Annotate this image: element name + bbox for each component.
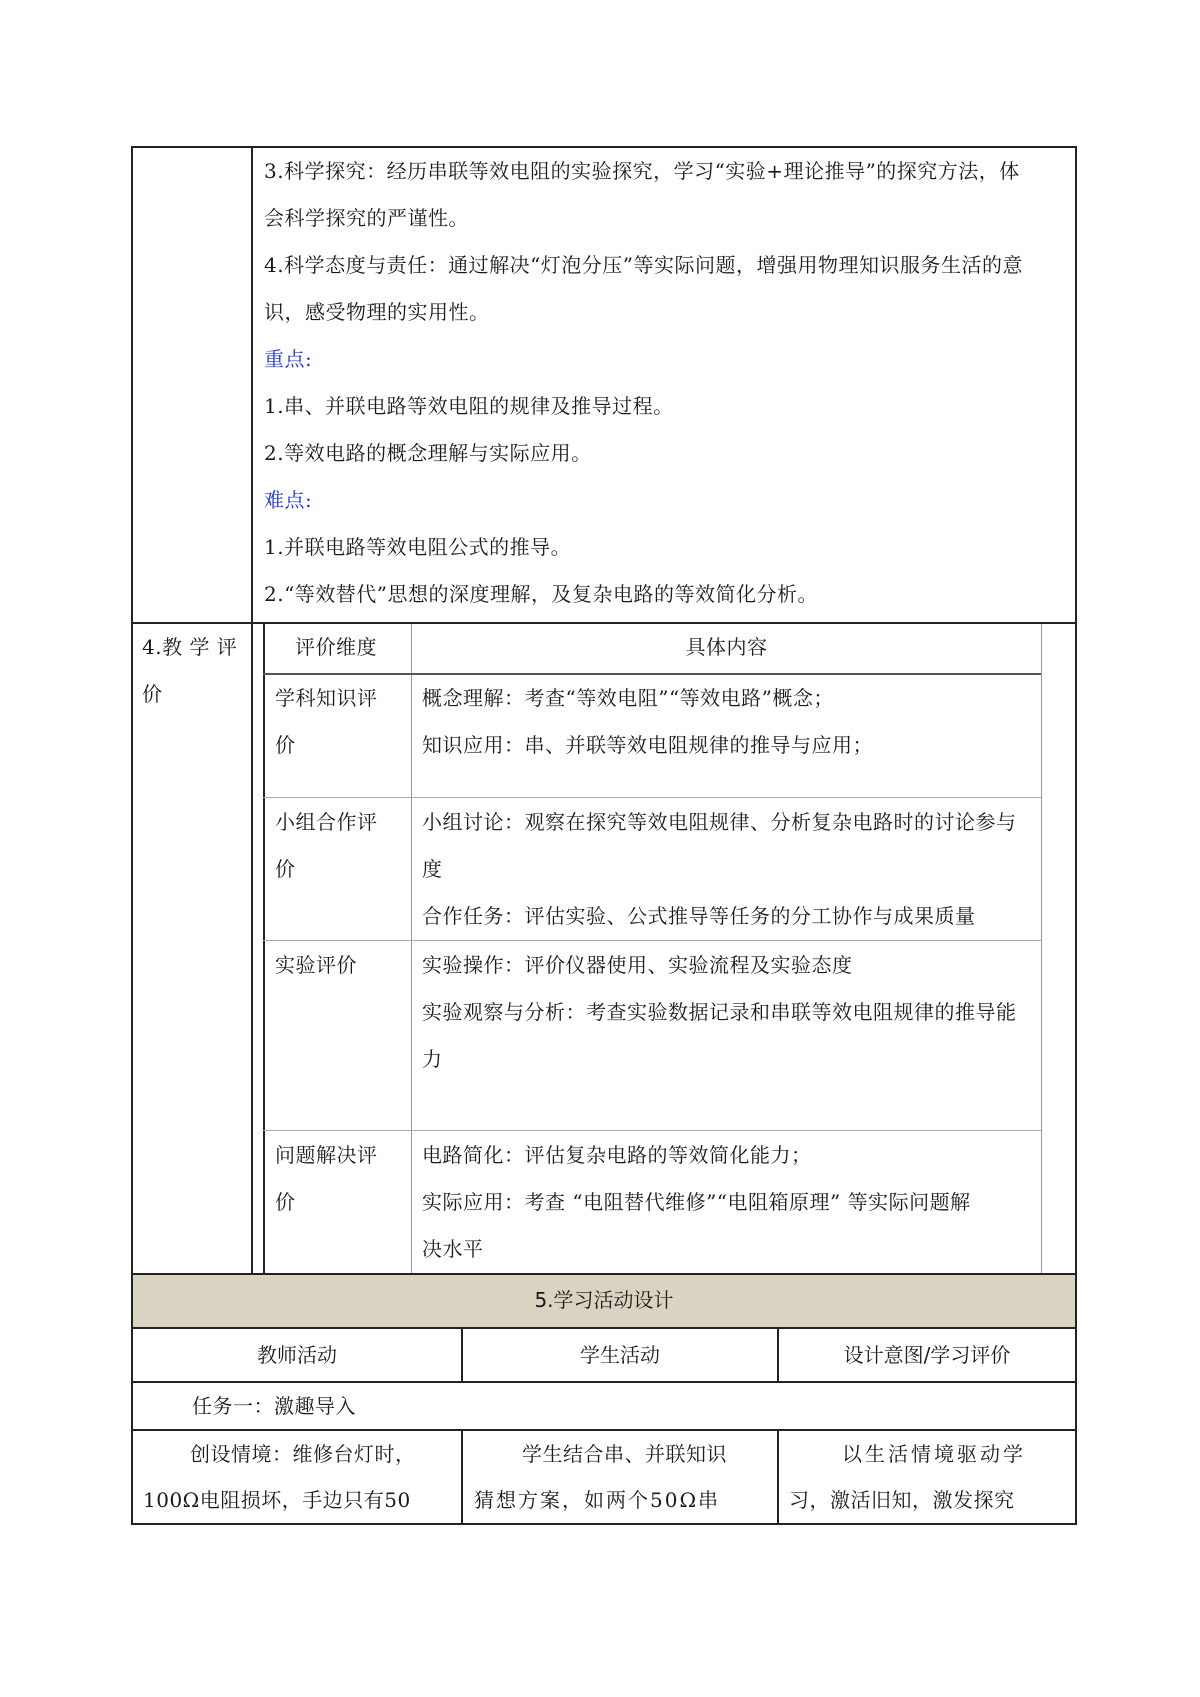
row3-content-line3: 力 <box>422 1047 443 1071</box>
row4-content-line2: 实际应用：考查 “电阻替代维修”“电阻箱原理” 等实际问题解 <box>422 1190 971 1214</box>
row2-dimension-line1: 小组合作评 <box>275 810 378 834</box>
table-border-right <box>1075 146 1077 1274</box>
inner-row-divider-1 <box>263 797 1041 798</box>
evaluation-section-label-line1: 4.教 学 评 <box>142 635 238 659</box>
row3-content-line1: 实验操作：评价仪器使用、实验流程及实验态度 <box>422 953 853 977</box>
evaluation-section-label-line2: 价 <box>142 682 163 706</box>
inner-border-right <box>1041 624 1042 1274</box>
row1-content-line1: 概念理解：考查“等效电阻”“等效电路”概念； <box>422 686 834 710</box>
inner-border-left <box>263 624 265 1274</box>
column-header-teacher: 教师活动 <box>257 1343 337 1367</box>
inner-column-divider <box>411 624 412 1274</box>
difficulties-label: 难点: <box>264 488 313 512</box>
row1-content-line2: 知识应用：串、并联等效电阻规律的推导与应用； <box>422 733 873 757</box>
header-specific-content: 具体内容 <box>685 635 768 659</box>
row4-dimension-line2: 价 <box>275 1190 296 1214</box>
row3-content-line2: 实验观察与分析：考查实验数据记录和串联等效电阻规律的推导能 <box>422 1000 1017 1024</box>
row2-content-line3: 合作任务：评估实验、公式推导等任务的分工协作与成果质量 <box>422 904 976 928</box>
label-column-divider <box>251 146 253 1274</box>
difficulty-2: 2.“等效替代”思想的深度理解，及复杂电路的等效简化分析。 <box>264 582 819 606</box>
key-point-2: 2.等效电路的概念理解与实际应用。 <box>264 441 592 465</box>
row4-dimension-line1: 问题解决评 <box>275 1143 378 1167</box>
key-points-label: 重点: <box>264 347 313 371</box>
student-activity-line2: 猜想方案，如两个50Ω串 <box>474 1488 721 1512</box>
inner-row-divider-2 <box>263 940 1041 941</box>
objective-line-4: 识，感受物理的实用性。 <box>264 300 490 324</box>
row2-content-line2: 度 <box>422 857 443 881</box>
intent-line2: 习，激活旧知，激发探究 <box>789 1488 1015 1512</box>
activity-col-divider-1b <box>461 1429 463 1525</box>
row3-dimension-line1: 实验评价 <box>275 953 357 977</box>
table-border-left <box>131 146 133 1274</box>
student-activity-line1: 学生结合串、并联知识 <box>522 1442 727 1466</box>
difficulty-1: 1.并联电路等效电阻公式的推导。 <box>264 535 572 559</box>
objective-line-1: 3.科学探究：经历串联等效电阻的实验探究，学习“实验+理论推导”的探究方法，体 <box>264 159 1020 183</box>
header-evaluation-dimension: 评价维度 <box>295 635 377 659</box>
task-one-title: 任务一：激趣导入 <box>192 1394 356 1418</box>
inner-row-divider-3 <box>263 1130 1041 1131</box>
row2-dimension-line2: 价 <box>275 857 296 881</box>
teacher-activity-line2: 100Ω电阻损坏，手边只有50 <box>143 1488 411 1512</box>
column-header-intent: 设计意图/学习评价 <box>843 1343 1011 1367</box>
row1-dimension-line1: 学科知识评 <box>275 686 378 710</box>
objective-line-3: 4.科学态度与责任：通过解决“灯泡分压”等实际问题，增强用物理知识服务生活的意 <box>264 253 1024 277</box>
column-header-student: 学生活动 <box>580 1343 660 1367</box>
activity-col-divider-2b <box>777 1429 779 1525</box>
row4-content-line1: 电路简化：评估复杂电路的等效简化能力； <box>422 1143 812 1167</box>
activity-title: 5.学习活动设计 <box>534 1288 674 1312</box>
row2-content-line1: 小组讨论：观察在探究等效电阻规律、分析复杂电路时的讨论参与 <box>422 810 1017 834</box>
activity-border-bottom <box>131 1523 1077 1525</box>
row4-content-line3: 决水平 <box>422 1237 484 1261</box>
objective-line-2: 会科学探究的严谨性。 <box>264 206 469 230</box>
row1-dimension-line2: 价 <box>275 733 296 757</box>
teacher-activity-line1: 创设情境：维修台灯时， <box>190 1442 416 1466</box>
intent-line1: 以生活情境驱动学 <box>842 1442 1026 1466</box>
key-point-1: 1.串、并联电路等效电阻的规律及推导过程。 <box>264 394 674 418</box>
